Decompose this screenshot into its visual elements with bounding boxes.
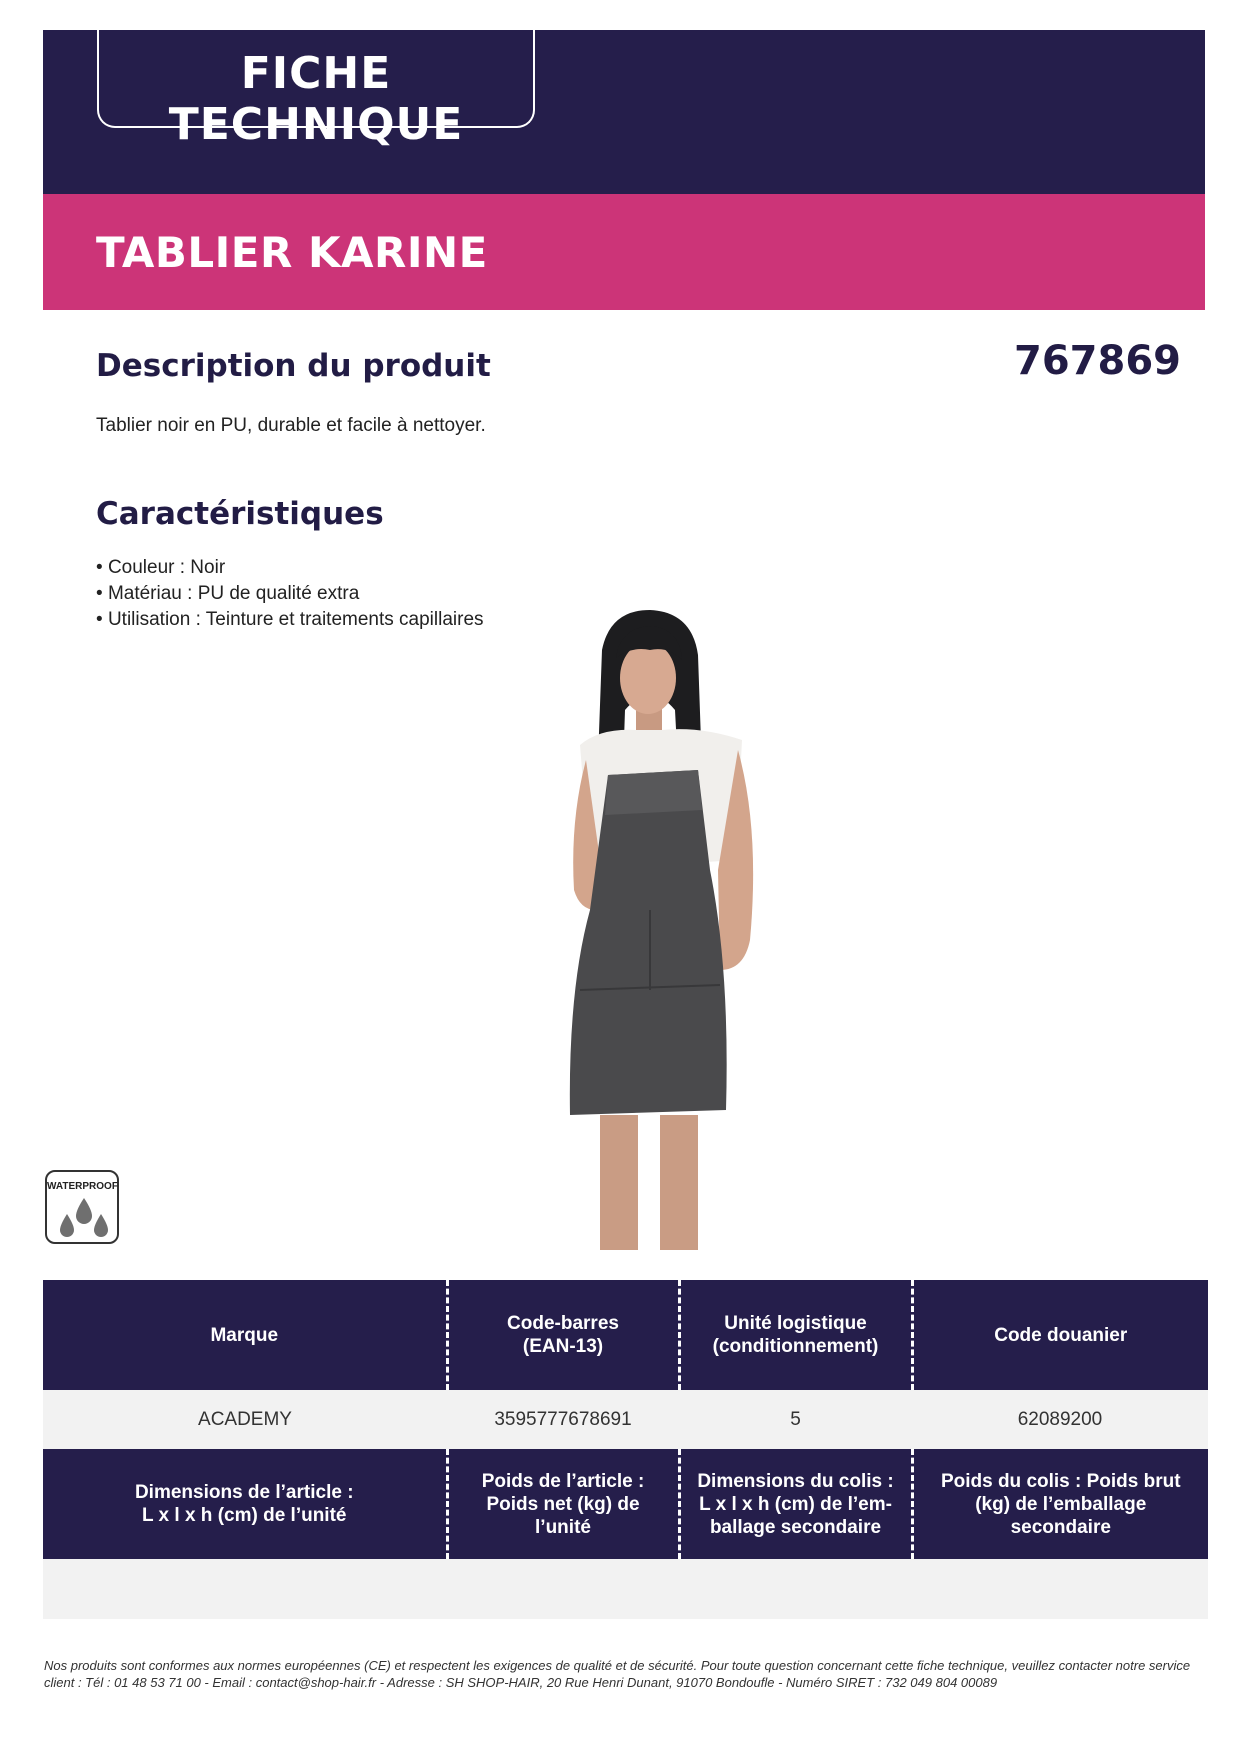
description-heading: Description du produit	[96, 348, 491, 384]
product-photo	[550, 610, 780, 1250]
value-barcode: 3595777678691	[447, 1390, 679, 1450]
header-brand: Marque	[43, 1280, 447, 1390]
list-item: • Utilisation : Teinture et traitements capillaires	[96, 607, 484, 633]
description-text: Tablier noir en PU, durable et facile à nettoyer.	[96, 415, 486, 436]
fiche-technique-badge	[97, 30, 535, 150]
badge-text: FICHE TECHNIQUE	[168, 48, 464, 150]
value-package-weight	[912, 1559, 1208, 1619]
value-logistic-unit: 5	[679, 1390, 912, 1450]
value-brand: ACADEMY	[43, 1390, 447, 1450]
value-customs-code: 62089200	[912, 1390, 1208, 1450]
waterproof-badge	[45, 1170, 119, 1244]
water-drops-icon	[59, 1196, 109, 1238]
list-item: • Couleur : Noir	[96, 555, 484, 581]
dimensions-table	[43, 1449, 1208, 1619]
value-article-weight	[447, 1559, 679, 1619]
header-package-weight: Poids du colis : Poids brut (kg) de l’emballage secondaire	[912, 1449, 1208, 1559]
list-item: • Matériau : PU de qualité extra	[96, 581, 484, 607]
header-article-weight: Poids de l’article : Poids net (kg) de l’unité	[447, 1449, 679, 1559]
header-package-dimensions: Dimensions du colis : L x l x h (cm) de l’em- ballage secondaire	[679, 1449, 912, 1559]
table-row	[43, 1559, 1208, 1619]
header-logistic-unit: Unité logistique (conditionnement)	[679, 1280, 912, 1390]
characteristics-heading: Caractéristiques	[96, 496, 384, 532]
characteristics-list	[96, 555, 484, 633]
product-reference: 767869	[1014, 338, 1181, 384]
legal-footer: Nos produits sont conformes aux normes européennes (CE) et respectent les exigences de qualité et de sécurité. Pour toute question concernant cette fiche technique, veuillez contacter notre service client : Tél : 01 48 53 71 00 - Email : contact@shop-hair.fr - Adresse : SH SHOP-HAIR, 20 Rue Henri Dunant, 91070 Bondoufle - Numéro SIRET : 732 049 804 00089	[44, 1658, 1191, 1690]
value-package-dimensions	[679, 1559, 912, 1619]
product-specs-table	[43, 1280, 1208, 1450]
table-row	[43, 1390, 1208, 1450]
value-article-dimensions	[43, 1559, 447, 1619]
header-article-dimensions: Dimensions de l’article : L x l x h (cm) de l’unité	[43, 1449, 447, 1559]
waterproof-label: WATERPROOF	[47, 1181, 118, 1192]
product-title: TABLIER KARINE	[96, 228, 488, 277]
header-customs-code: Code douanier	[912, 1280, 1208, 1390]
header-barcode: Code-barres (EAN-13)	[447, 1280, 679, 1390]
